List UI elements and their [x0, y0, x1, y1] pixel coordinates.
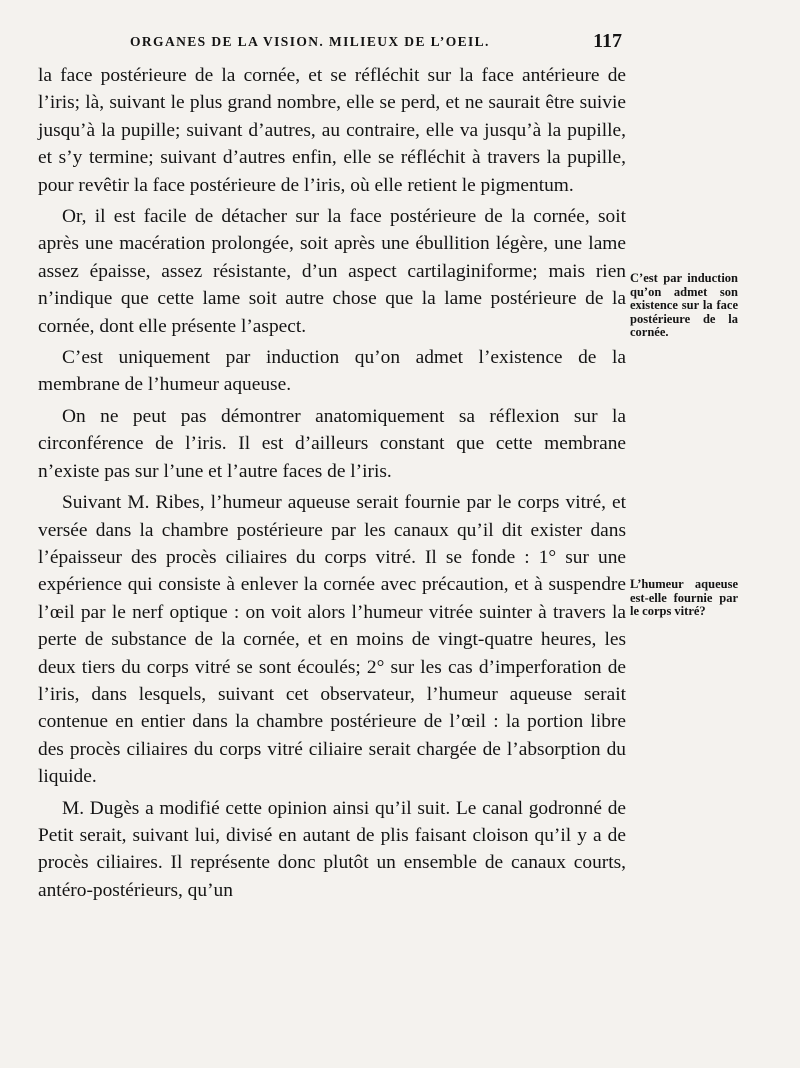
running-title: ORGANES DE LA VISION. MILIEUX DE L’OEIL.	[130, 34, 490, 49]
main-text	[38, 62, 626, 908]
margin-note-induction: C’est par induction qu’on admet son existence sur la face postérieure de la cornée.	[630, 271, 738, 340]
paragraph-cornea-lamina: Or, il est facile de détacher sur la face postérieure de la cornée, soit après une macération prolongée, soit après une ébullition légère, une lame assez épaisse, assez résistante, d’un aspect cartilaginiforme; mais rien n’indique que cette lame soit autre chose que la lame postérieure de la cornée, dont elle présente l’aspect.	[38, 206, 626, 337]
paragraph-induction: C’est uniquement par induction qu’on admet l’existence de la membrane de l’humeur aqueuse.	[38, 347, 626, 396]
page-number: 117	[593, 30, 622, 52]
paragraph-ribes: Suivant M. Ribes, l’humeur aqueuse serait fournie par le corps vitré, et versée dans la chambre postérieure par les canaux qu’il dit exister dans l’épaisseur des procès ciliaires du corps vitré. Il se fonde : 1° sur une expérience qui consiste à enlever la cornée avec précaution, et à suspendre l’œil par le nerf optique : on voit alors l’humeur vitrée suinter à travers la perte de substance de la cornée, et en moins de vingt-quatre heures, les deux tiers du corps vitré se sont écoulés; 2° sur les cas d’imperforation de l’iris, dans lesquels, suivant cet observateur, l’humeur aqueuse serait contenue en entier dans la chambre postérieure de l’œil : la portion libre des procès ciliaires du corps vitré ciliaire serait chargée de l’absorption du liquide.	[38, 492, 626, 788]
margin-note-vitreous: L’humeur aqueuse est-elle fournie par le corps vitré?	[630, 577, 738, 619]
running-head	[38, 30, 628, 58]
paragraph-iris-reflection: On ne peut pas démontrer anatomiquement sa réflexion sur la circonférence de l’iris. Il est d’ailleurs constant que cette membrane n’existe pas sur l’une et l’autre faces de l’iris.	[38, 405, 626, 482]
paragraph-continuation: la face postérieure de la cornée, et se réfléchit sur la face antérieure de l’iris; là, suivant le plus grand nombre, elle se perd, et ne saurait être suivie jusqu’à la pupille; suivant d’autres, au contraire, elle va jusqu’à la pupille, et s’y termine; suivant d’autres enfin, elle se réfléchit à travers la pupille, pour revêtir la face postérieure de l’iris, où elle retient le pigmentum.	[38, 65, 626, 196]
paragraph-duges: M. Dugès a modifié cette opinion ainsi qu’il suit. Le canal godronné de Petit serait, suivant lui, divisé en autant de plis faisant cloison qu’il y a de procès ciliaires. Il représente donc plutôt un ensemble de canaux courts, antéro-postérieurs, qu’un	[38, 797, 626, 901]
